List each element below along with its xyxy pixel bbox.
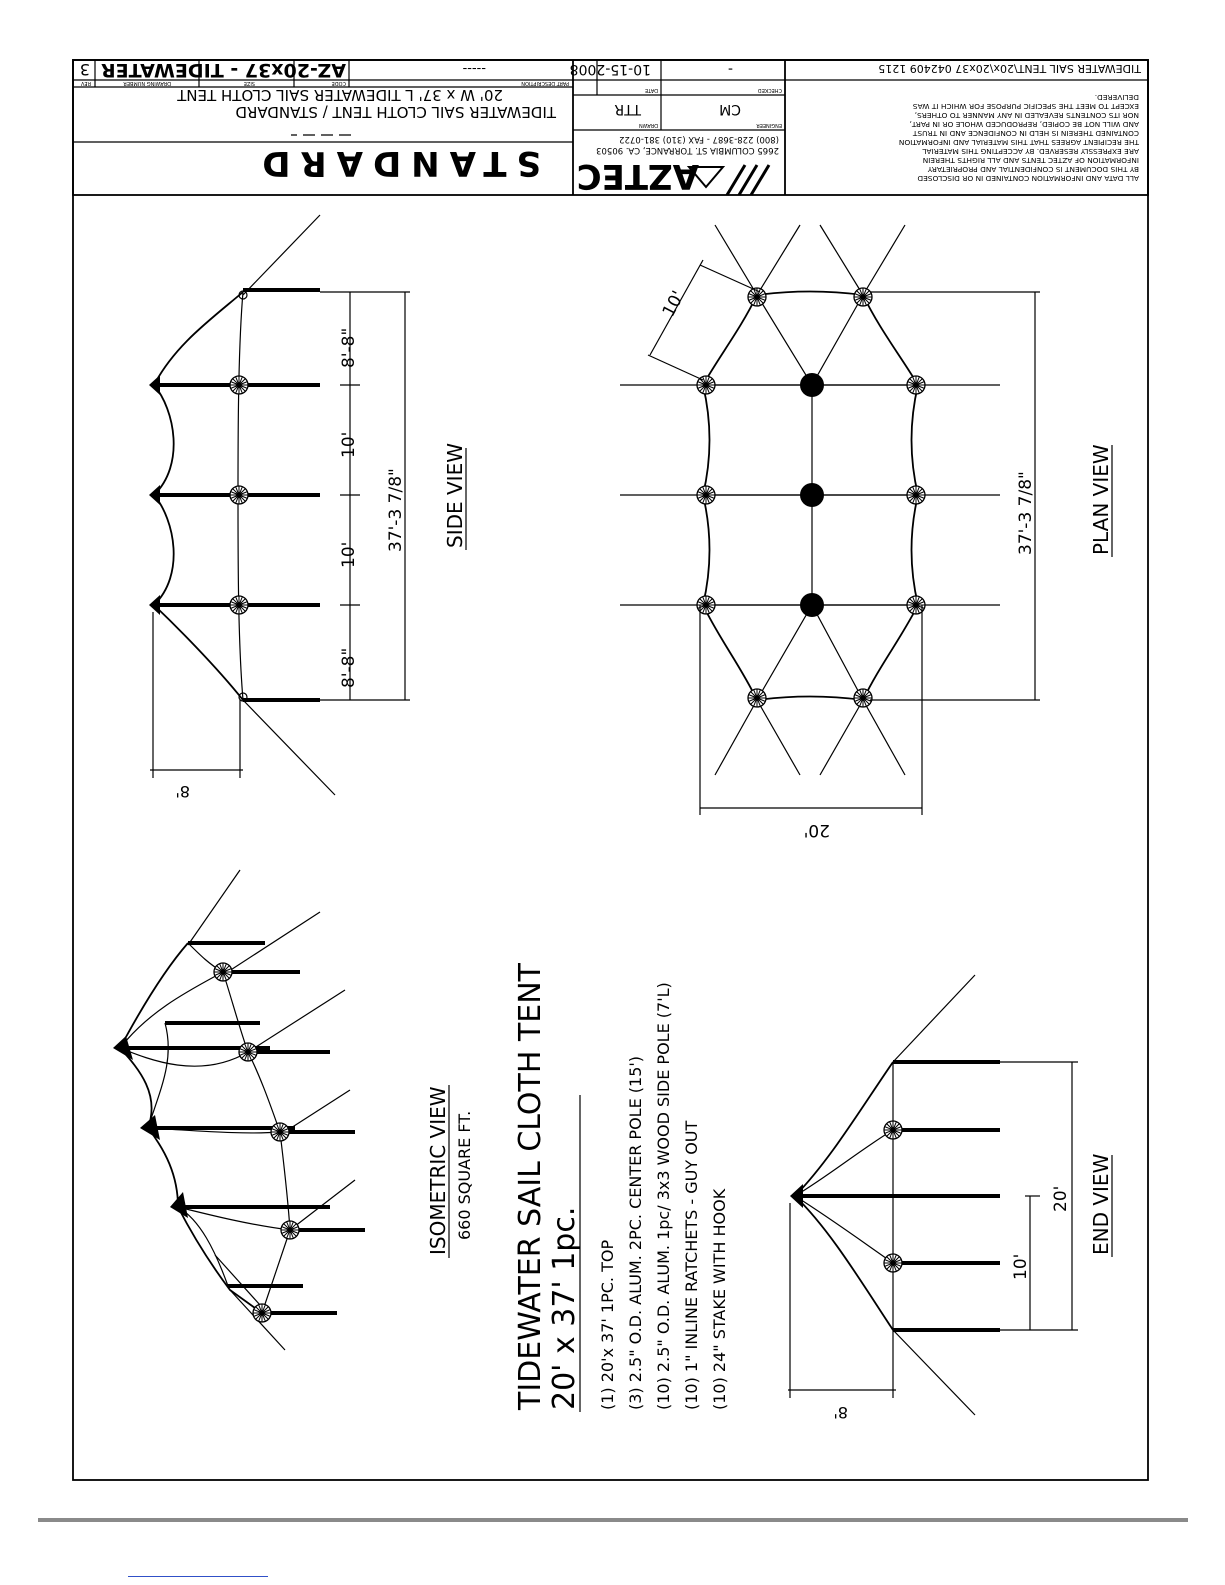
end-dim-full: 20' [1051, 1185, 1071, 1212]
side-view [149, 215, 467, 801]
disclaimer-line: ALL DATA AND INFORMATION CONTAINED IN OR DISCLOSED [917, 174, 1139, 183]
isometric-view [113, 870, 474, 1350]
parts-item: (10) 2.5" O.D. ALUM. 1pc/ 3x3 WOOD SIDE POLE (7'L) [654, 982, 673, 1410]
pole-rosette [748, 689, 766, 707]
side-dim-segment-4: 8'-8" [339, 647, 359, 688]
end-dim-height: 8' [833, 1403, 848, 1422]
logo-text: AZTEC [576, 156, 699, 196]
center-pole-top [800, 373, 824, 397]
pole-rosette [253, 1304, 271, 1322]
label-part-description: PART DESCRIPTION [521, 80, 569, 86]
pole-rosette [230, 376, 248, 394]
part-description-line2: 20' W x 37' L TIDEWATER SAIL CLOTH TENT [177, 86, 503, 104]
disclaimer-line: ARE EXPRESSLY RESERVED. BY ACCEPTING THIS MATERIAL [922, 147, 1139, 156]
pole-rosette [239, 1043, 257, 1061]
parts-list [513, 962, 729, 1412]
plan-view-title: PLAN VIEW [1089, 444, 1113, 555]
side-dim-segment-3: 10' [339, 541, 359, 568]
label-drawn: DRAWN [639, 122, 658, 128]
center-pole-top [800, 593, 824, 617]
pole-rosette [281, 1221, 299, 1239]
isometric-view-title: ISOMETRIC VIEW [426, 1086, 450, 1255]
label-checked: CHECKED [757, 87, 782, 93]
end-dim-half: 10' [1011, 1253, 1031, 1280]
end-view-title: END VIEW [1089, 1153, 1113, 1255]
footer-rule [38, 1518, 1188, 1522]
pole-rosette [907, 376, 925, 394]
parts-item: (3) 2.5" O.D. ALUM. 2PC. CENTER POLE (15') [626, 1055, 645, 1410]
pole-rosette [884, 1254, 902, 1272]
pole-rosette [854, 689, 872, 707]
label-rev: REV [80, 80, 91, 86]
disclaimer-text [899, 93, 1140, 183]
label-engineer: ENGINEER [756, 122, 782, 128]
rev-value: 3 [79, 60, 90, 79]
drawn-value: TTR [614, 101, 641, 117]
pole-rosette [230, 596, 248, 614]
pole-rosette [907, 486, 925, 504]
plan-dim-length: 37'-3 7/8" [1016, 471, 1036, 555]
part-description-blank: ----- [462, 61, 486, 76]
disclaimer-line: BY THIS DOCUMENT IS CONFIDENTIAL AND PROPRIETARY [927, 165, 1139, 174]
end-view [788, 975, 1113, 1422]
disclaimer-line: NOR ITS CONTENTS REVEALED IN ANY MANNER TO OTHERS, [914, 111, 1139, 120]
parts-title-line1: TIDEWATER SAIL CLOTH TENT [513, 963, 548, 1410]
company-address: 2665 COLUMBIA ST. TORRANCE, CA. 90503 [596, 145, 779, 155]
plan-dim-width: 20' [803, 820, 830, 840]
label-date: DATE [644, 87, 658, 93]
engineer-value: CM [719, 101, 741, 117]
parts-item: (10) 1" INLINE RATCHETS - GUY OUT [682, 1120, 701, 1410]
title-block [73, 59, 1148, 196]
side-dim-total: 37'-3 7/8" [386, 468, 406, 552]
heading-standard: STANDARD [252, 143, 541, 183]
isometric-area: 660 SQUARE FT. [455, 1110, 474, 1240]
disclaimer-line: CONTAINED THEREIN IS HELD IN CONFIDENCE AND IN TRUST [912, 129, 1139, 138]
parts-item: (10) 24" STAKE WITH HOOK [710, 1188, 729, 1410]
part-description-line1: TIDEWATER SAIL CLOTH TENT / STANDARD [235, 103, 556, 121]
footer-link-underline[interactable] [128, 1576, 268, 1577]
plan-dim-diagonal: 10' [658, 287, 689, 321]
pole-rosette [230, 486, 248, 504]
disclaimer-line: DELIVERED. [1094, 93, 1139, 102]
side-dim-segment-2: 10' [339, 431, 359, 458]
disclaimer-line: INFORMATION OF AZTEC TENTS AND ALL RIGHTS THEREIN [922, 156, 1139, 165]
parts-item: (1) 20'x 37' 1PC. TOP [598, 1239, 617, 1410]
pole-rosette [854, 288, 872, 306]
drawing-number: AZ-20x37 - TIDEWATER [101, 59, 346, 81]
side-dim-segment-1: 8'-8" [339, 327, 359, 368]
company-logo [577, 156, 769, 196]
company-phone: (800) 228-3687 - FAX (310) 381-0722 [619, 134, 779, 144]
date-value: 10-15-2008 [569, 61, 651, 77]
disclaimer-line: THE RECIPIENT AGREES THAT THIS MATERIAL AND INFORMATION [898, 138, 1139, 147]
plan-view [620, 225, 1113, 840]
disclaimer-line: EXCEPT TO MEET THE SPECIFIC PURPOSE FOR WHICH IT WAS [912, 102, 1139, 111]
pole-rosette [697, 486, 715, 504]
parts-title-line2: 20' x 37' 1pc. [547, 1206, 582, 1410]
side-dim-height: 8' [175, 782, 190, 801]
file-path: TIDEWATER SAIL TENT\20x\20x37 042409 1215 [878, 62, 1141, 75]
side-view-title: SIDE VIEW [443, 443, 467, 548]
checked-value: - [727, 61, 733, 77]
center-pole-top [800, 483, 824, 507]
label-size: SIZE [243, 80, 255, 86]
label-code: CODE [331, 80, 346, 86]
disclaimer-line: AND WILL NOT BE COPIED, REPRODUCED WHOLE OR IN PART, [909, 120, 1139, 129]
pole-rosette [271, 1123, 289, 1141]
pole-rosette [214, 963, 232, 981]
pole-rosette [884, 1121, 902, 1139]
label-drawing-number: DRAWING NUMBER [123, 80, 171, 86]
